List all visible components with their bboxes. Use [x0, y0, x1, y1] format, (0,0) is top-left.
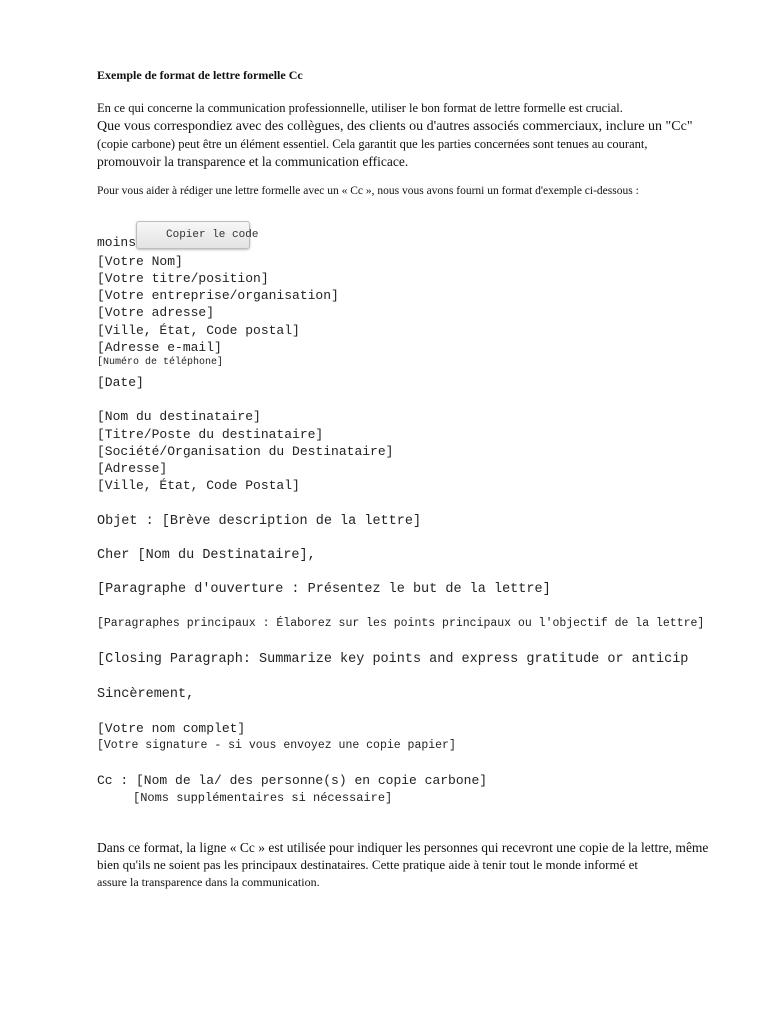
intro-line-1: En ce qui concerne la communication professionnelle, utiliser le bon format de lettre formelle est crucial.	[97, 101, 623, 115]
sender-address: [Votre adresse]	[97, 305, 215, 320]
signature-note: [Votre signature - si vous envoyez une copie papier]	[97, 739, 456, 752]
letter-subject: Objet : [Brève description de la lettre]	[97, 514, 422, 529]
opening-paragraph: [Paragraphe d'ouverture : Présentez le but de la lettre]	[97, 582, 551, 597]
recipient-address: [Adresse]	[97, 461, 168, 476]
sender-company: [Votre entreprise/organisation]	[97, 288, 339, 303]
letter-signoff: Sincèrement,	[97, 687, 195, 702]
intro-line-3: (copie carbone) peut être un élément essentiel. Cela garantit que les parties concernées sont tenues au courant,	[97, 137, 648, 151]
recipient-company: [Société/Organisation du Destinataire]	[97, 444, 394, 459]
intro-line-4: promouvoir la transparence et la communication efficace.	[97, 154, 409, 169]
code-language-label: moins	[97, 235, 137, 250]
body-paragraphs: [Paragraphes principaux : Élaborez sur les points principaux ou l'objectif de la lettre]	[97, 617, 705, 630]
conclusion-line-2: bien qu'ils ne soient pas les principaux destinataires. Cette pratique aide à tenir tout le monde informé et	[97, 857, 638, 872]
cc-extra-line: [Noms supplémentaires si nécessaire]	[133, 791, 393, 805]
conclusion-line-1: Dans ce format, la ligne « Cc » est utilisée pour indiquer les personnes qui recevront une copie de la lettre, même	[97, 840, 709, 855]
copy-code-button[interactable]	[136, 221, 259, 249]
sender-phone: [Numéro de téléphone]	[97, 357, 224, 368]
full-name: [Votre nom complet]	[97, 721, 246, 736]
helper-text: Pour vous aider à rédiger une lettre formelle avec un « Cc », nous vous avons fourni un format d'exemple ci-dessous :	[97, 185, 639, 197]
cc-line: Cc : [Nom de la/ des personne(s) en copie carbone]	[97, 773, 488, 788]
copy-code-button-label: Copier le code	[166, 229, 259, 241]
sender-title: [Votre titre/position]	[97, 271, 269, 286]
sender-name: [Votre Nom]	[97, 254, 183, 269]
sender-city: [Ville, État, Code postal]	[97, 323, 300, 338]
letter-date: [Date]	[97, 375, 144, 390]
closing-paragraph: [Closing Paragraph: Summarize key points and express gratitude or anticip	[97, 652, 689, 667]
recipient-title: [Titre/Poste du destinataire]	[97, 427, 324, 442]
intro-line-2: Que vous correspondiez avec des collègues, des clients ou d'autres associés commerciaux, inclure un "Cc"	[97, 119, 693, 134]
recipient-city: [Ville, État, Code Postal]	[97, 478, 300, 493]
conclusion-line-3: assure la transparence dans la communication.	[97, 875, 320, 889]
recipient-name: [Nom du destinataire]	[97, 409, 261, 424]
sender-email: [Adresse e-mail]	[97, 340, 222, 355]
document-title: Exemple de format de lettre formelle Cc	[97, 68, 303, 82]
letter-salutation: Cher [Nom du Destinataire],	[97, 548, 316, 563]
